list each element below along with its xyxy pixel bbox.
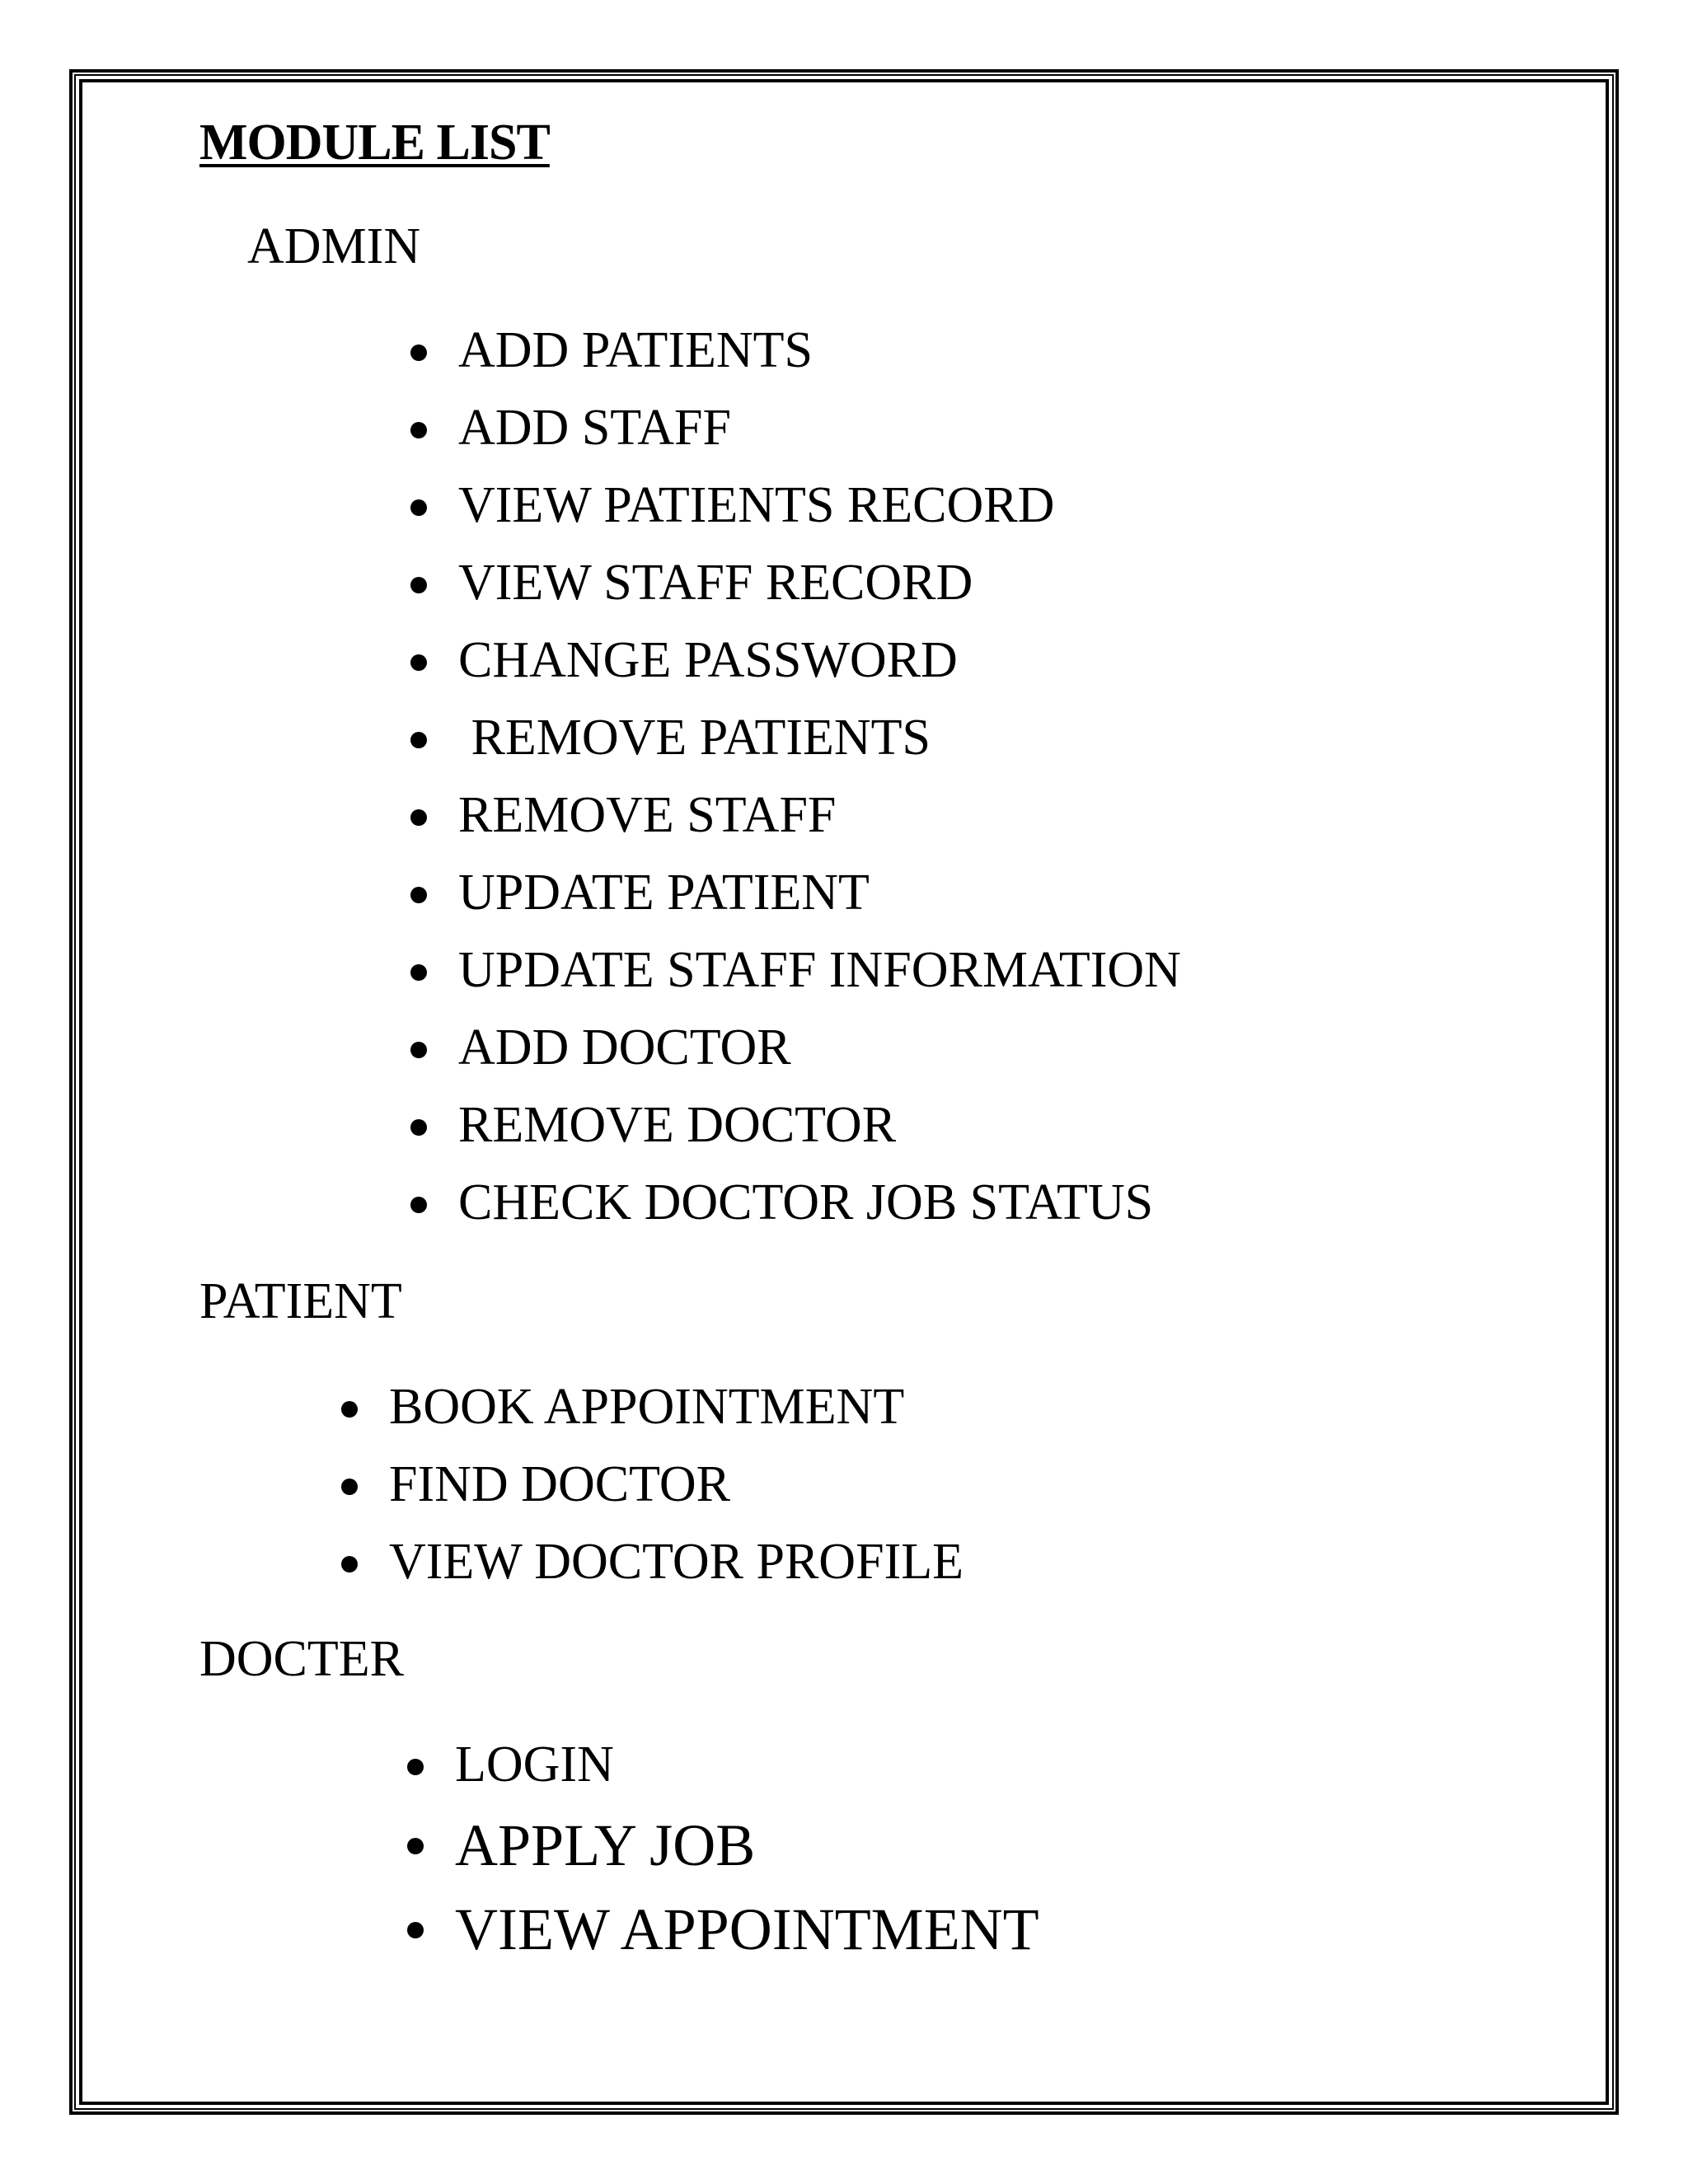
module-label: VIEW DOCTOR PROFILE [389,1534,964,1590]
bullet-icon [410,344,427,361]
module-label: BOOK APPOINTMENT [389,1379,905,1435]
module-label: APPLY JOB [455,1812,756,1878]
section-title-admin: ADMIN [247,218,421,274]
module-label: ADD STAFF [458,400,731,456]
module-label: REMOVE STAFF [458,787,837,843]
module-label: VIEW STAFF RECORD [458,555,973,611]
module-label: ADD PATIENTS [458,322,814,378]
bullet-icon [410,732,427,748]
bullet-icon [410,422,427,438]
bullet-icon [407,1838,424,1854]
module-label: ADD DOCTOR [458,1019,791,1076]
module-label: UPDATE STAFF INFORMATION [458,942,1181,998]
module-label: UPDATE PATIENT [458,865,870,921]
module-label: FIND DOCTOR [389,1456,730,1512]
page-title: MODULE LIST [199,115,550,171]
module-label: REMOVE PATIENTS [458,710,931,766]
module-label: LOGIN [455,1736,614,1793]
module-label: CHANGE PASSWORD [458,632,958,688]
bullet-icon [410,499,427,516]
bullet-icon [410,964,427,981]
bullet-icon [410,887,427,903]
module-label: VIEW PATIENTS RECORD [458,477,1055,533]
bullet-icon [341,1479,358,1495]
module-label: VIEW APPOINTMENT [455,1896,1039,1962]
module-label: REMOVE DOCTOR [458,1097,897,1153]
bullet-icon [410,1119,427,1136]
bullet-icon [410,809,427,826]
section-title-doctor: DOCTER [199,1631,404,1687]
section-title-patient: PATIENT [199,1273,402,1329]
bullet-icon [410,654,427,671]
bullet-icon [341,1401,358,1418]
bullet-icon [407,1922,424,1938]
bullet-icon [341,1556,358,1572]
module-label: CHECK DOCTOR JOB STATUS [458,1174,1154,1230]
bullet-icon [410,1042,427,1058]
bullet-icon [410,577,427,593]
bullet-icon [410,1197,427,1213]
bullet-icon [407,1759,424,1775]
